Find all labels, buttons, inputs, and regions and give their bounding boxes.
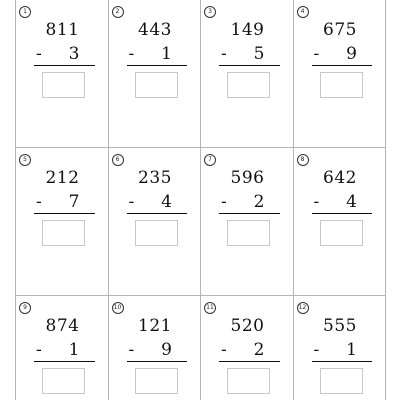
subtrahend: 5	[253, 44, 265, 64]
subtrahend: 1	[68, 340, 80, 360]
minus-sign: -	[128, 340, 135, 360]
answer-rule	[127, 213, 188, 214]
problem-number: 5	[19, 154, 31, 166]
answer-rule	[34, 213, 95, 214]
problem-number: 4	[297, 6, 309, 18]
answer-box[interactable]	[320, 220, 363, 246]
answer-box[interactable]	[135, 72, 178, 98]
problem-number: 7	[204, 154, 216, 166]
subtrahend: 9	[161, 340, 172, 360]
subtrahend: 9	[346, 44, 357, 64]
problem-number: 8	[297, 154, 309, 166]
minuend: 874	[45, 316, 80, 336]
problem-cell	[16, 0, 109, 148]
problem-number: 11	[204, 302, 216, 314]
problem-grid	[15, 0, 385, 400]
subtrahend: 1	[346, 340, 357, 360]
minuend: 555	[323, 316, 357, 336]
problem-number: 6	[112, 154, 124, 166]
answer-box[interactable]	[227, 368, 270, 394]
problem-number: 12	[297, 302, 309, 314]
minus-sign: -	[313, 192, 320, 212]
answer-box[interactable]	[42, 72, 85, 98]
answer-box[interactable]	[135, 220, 178, 246]
problem-cell	[294, 296, 387, 400]
minuend: 596	[230, 168, 265, 188]
answer-rule	[34, 361, 95, 362]
problem-cell	[109, 296, 202, 400]
problem-number: 2	[112, 6, 124, 18]
minuend: 121	[138, 316, 172, 336]
answer-rule	[312, 65, 373, 66]
problem-cell	[201, 296, 294, 400]
answer-box[interactable]	[320, 72, 363, 98]
problem-number: 3	[204, 6, 216, 18]
minuend: 443	[138, 20, 172, 40]
answer-rule	[127, 361, 188, 362]
minus-sign: -	[313, 44, 320, 64]
answer-rule	[312, 361, 373, 362]
problem-number: 9	[19, 302, 31, 314]
minus-sign: -	[221, 192, 227, 212]
minuend: 212	[45, 168, 80, 188]
subtrahend: 1	[161, 44, 172, 64]
problem-number: 1	[19, 6, 31, 18]
answer-rule	[34, 65, 95, 66]
subtrahend: 7	[68, 192, 80, 212]
minus-sign: -	[128, 192, 135, 212]
answer-rule	[127, 65, 188, 66]
answer-rule	[219, 213, 280, 214]
minus-sign: -	[36, 192, 42, 212]
subtrahend: 2	[253, 192, 265, 212]
answer-box[interactable]	[320, 368, 363, 394]
subtrahend: 4	[346, 192, 357, 212]
answer-rule	[312, 213, 373, 214]
problem-number: 10	[112, 302, 124, 314]
answer-rule	[219, 65, 280, 66]
minuend: 675	[323, 20, 357, 40]
problem-cell	[201, 0, 294, 148]
problem-cell	[16, 296, 109, 400]
problem-cell	[109, 148, 202, 296]
answer-box[interactable]	[42, 220, 85, 246]
answer-box[interactable]	[135, 368, 178, 394]
answer-rule	[219, 361, 280, 362]
minus-sign: -	[221, 44, 227, 64]
minuend: 811	[45, 20, 80, 40]
subtrahend: 3	[68, 44, 80, 64]
minus-sign: -	[36, 340, 42, 360]
answer-box[interactable]	[42, 368, 85, 394]
answer-box[interactable]	[227, 220, 270, 246]
minuend: 235	[138, 168, 172, 188]
minuend: 149	[230, 20, 265, 40]
minus-sign: -	[221, 340, 227, 360]
answer-box[interactable]	[227, 72, 270, 98]
minus-sign: -	[313, 340, 320, 360]
minuend: 642	[323, 168, 357, 188]
problem-cell	[109, 0, 202, 148]
problem-cell	[294, 148, 387, 296]
minus-sign: -	[36, 44, 42, 64]
subtrahend: 4	[161, 192, 172, 212]
problem-cell	[294, 0, 387, 148]
problem-cell	[201, 148, 294, 296]
subtrahend: 2	[253, 340, 265, 360]
minus-sign: -	[128, 44, 135, 64]
problem-cell	[16, 148, 109, 296]
minuend: 520	[230, 316, 265, 336]
